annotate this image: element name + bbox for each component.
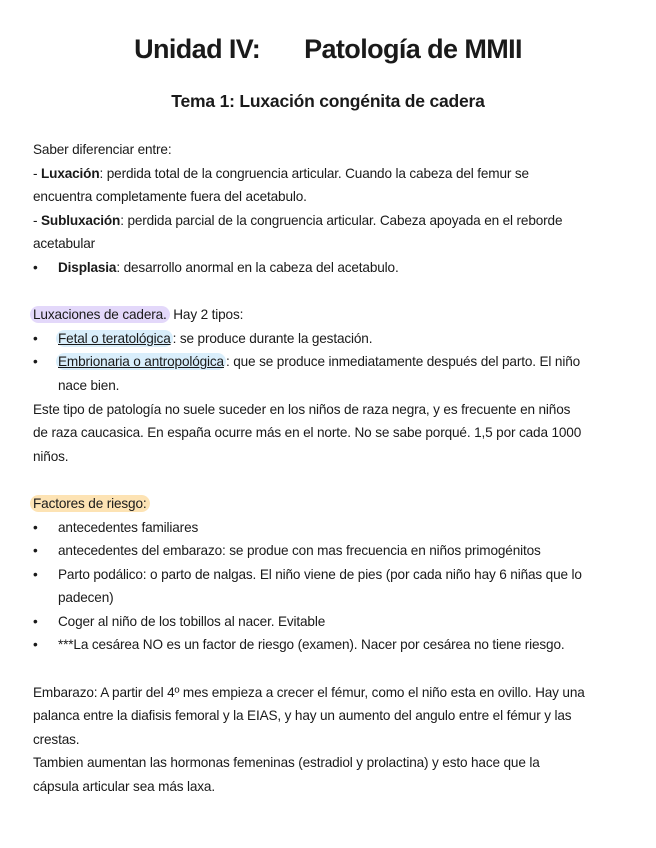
luxaciones-para-2: de raza caucasica. En españa ocurre más en el norte. No se sabe porqué. 1,5 por cada 1000 xyxy=(33,425,582,441)
bullet-icon: • xyxy=(33,637,38,653)
type-embrionaria: • Embrionaria o antropológica : que se produce inmediatamente después del parto. El niño xyxy=(33,350,633,374)
term-luxacion: Luxación xyxy=(41,165,100,181)
embarazo-para-3: crestas. xyxy=(33,731,80,747)
embarazo-para-1: Embarazo: A partir del 4º mes empieza a crecer el fémur, como el niño esta en ovillo. Hay una xyxy=(33,684,585,700)
type-embrionaria-cont: nace bien. xyxy=(58,377,120,393)
luxaciones-heading-line: Luxaciones de cadera. Hay 2 tipos: xyxy=(33,303,633,327)
document-body xyxy=(33,138,633,799)
list-item: • antecedentes del embarazo: se produe con mas frecuencia en niños primogénitos xyxy=(33,539,633,563)
bullet-icon: • xyxy=(33,354,38,370)
term-displasia: Displasia xyxy=(58,259,117,275)
term-fetal: Fetal o teratológica xyxy=(58,330,171,346)
def-luxacion-cont: encuentra completamente fuera del acetabulo. xyxy=(33,189,307,205)
term-embrionaria: Embrionaria o antropológica xyxy=(58,354,224,370)
term-subluxacion: Subluxación xyxy=(41,212,121,228)
bullet-icon: • xyxy=(33,613,38,629)
embarazo-para-5: cápsula articular sea más laxa. xyxy=(33,779,215,795)
bullet-icon: • xyxy=(33,330,38,346)
luxaciones-heading: Luxaciones de cadera. xyxy=(30,306,170,323)
embarazo-para-4: Tambien aumentan las hormonas femeninas (estradiol y prolactina) y esto hace que la xyxy=(33,755,540,771)
bullet-icon: • xyxy=(33,259,38,275)
def-luxacion: - Luxación: perdida total de la congruencia articular. Cuando la cabeza del femur se xyxy=(33,165,529,181)
luxaciones-para-1: Este tipo de patología no suele suceder en los niños de raza negra, y es frecuente en niños xyxy=(33,401,571,417)
def-displasia: • Displasia: desarrollo anormal en la cabeza del acetabulo. xyxy=(33,256,633,280)
list-item: • ***La cesárea NO es un factor de riesgo (examen). Nacer por cesárea no tiene riesgo. xyxy=(33,633,633,657)
list-item: • Coger al niño de los tobillos al nacer. Evitable xyxy=(33,610,633,634)
list-item-cont: padecen) xyxy=(58,590,114,606)
luxaciones-para-3: niños. xyxy=(33,448,69,464)
page-title xyxy=(0,34,656,65)
list-item: • antecedentes familiares xyxy=(33,516,633,540)
factores-heading-line xyxy=(33,492,633,516)
bullet-icon: • xyxy=(33,566,38,582)
bullet-icon: • xyxy=(33,519,38,535)
bullet-icon: • xyxy=(33,543,38,559)
factores-heading: Factores de riesgo: xyxy=(30,495,150,512)
page-subtitle: Tema 1: Luxación congénita de cadera xyxy=(171,91,485,111)
type-fetal: • Fetal o teratológica : se produce durante la gestación. xyxy=(33,327,633,351)
title-topic: Patología de MMII xyxy=(304,34,522,64)
list-item: • Parto podálico: o parto de nalgas. El niño viene de pies (por cada niño hay 6 niñas que lo xyxy=(33,563,633,587)
embarazo-para-2: palanca entre la diafisis femoral y la EIAS, y hay un aumento del angulo entre el fémur y las xyxy=(33,708,572,724)
def-subluxacion-cont: acetabular xyxy=(33,236,95,252)
def-subluxacion: - Subluxación: perdida parcial de la congruencia articular. Cabeza apoyada en el reborde xyxy=(33,212,563,228)
title-unit: Unidad IV: xyxy=(134,34,261,64)
intro-heading: Saber diferenciar entre: xyxy=(33,142,172,157)
